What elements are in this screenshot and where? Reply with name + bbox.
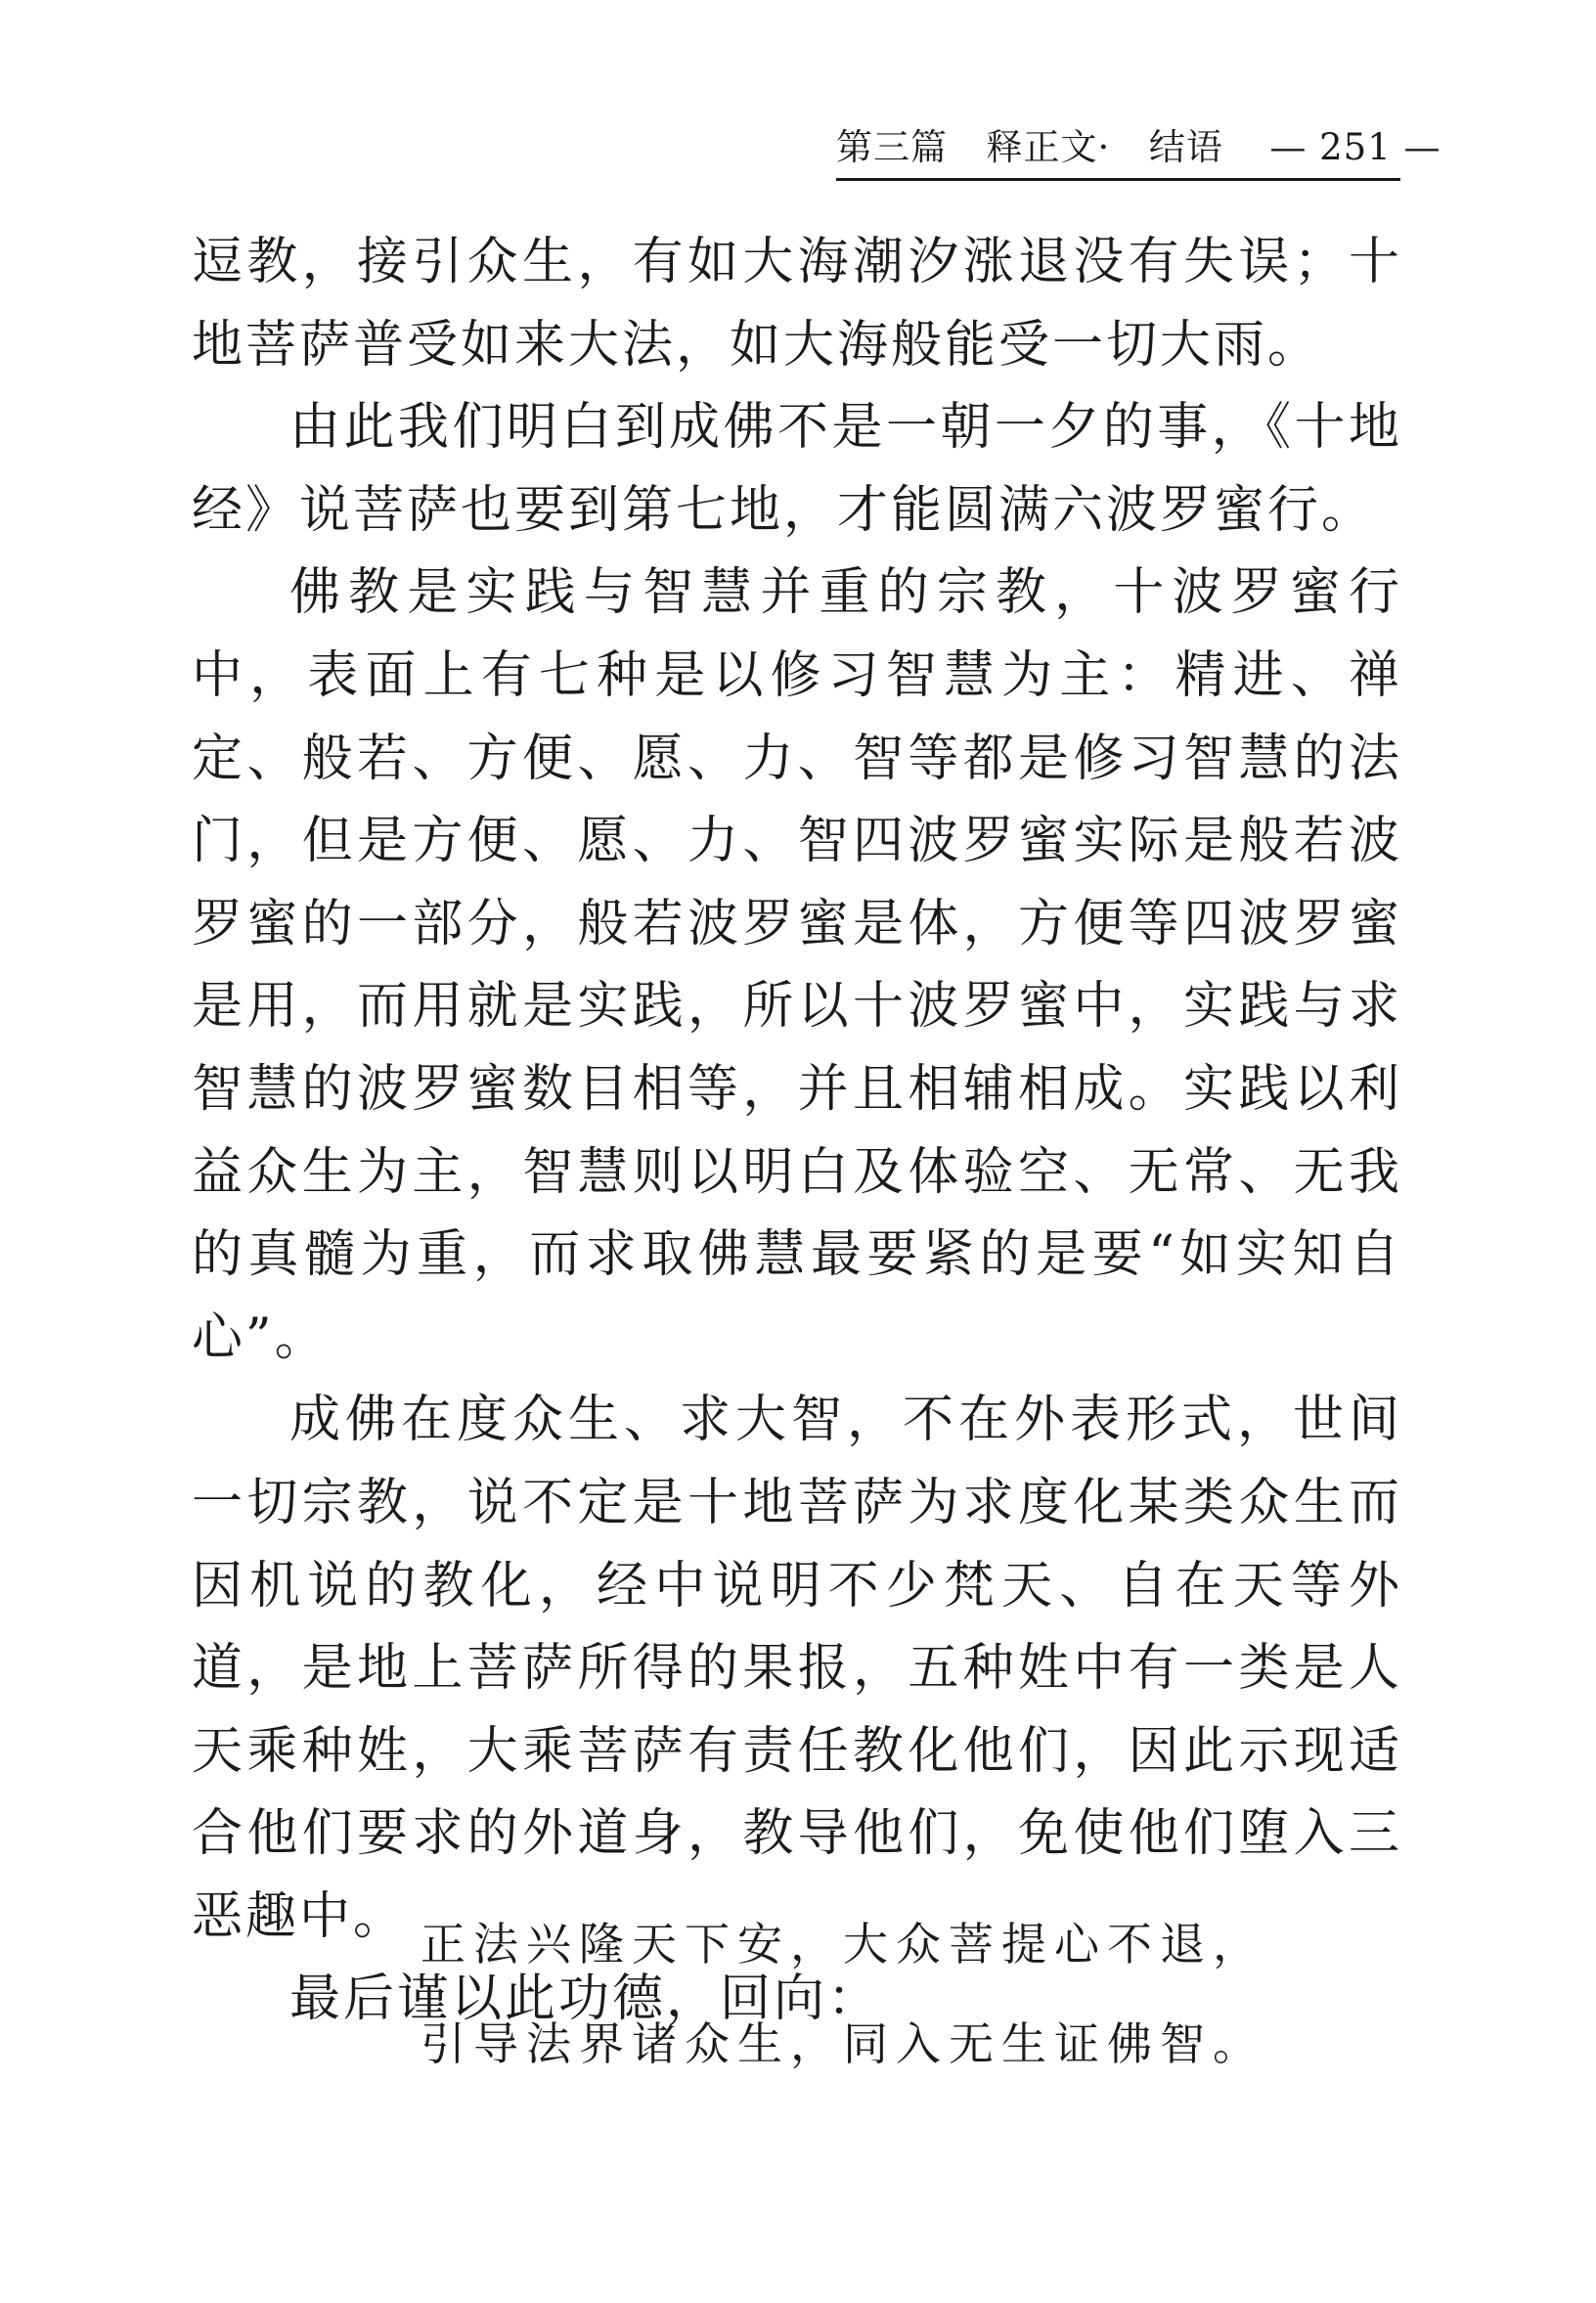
body-text [192, 221, 1402, 2041]
verse-line-2: 引导法界诸众生，同入无生证佛智。 [421, 2017, 1265, 2070]
header-section: 第三篇 [836, 126, 948, 168]
page-number: — 251 — [1269, 126, 1441, 168]
paragraph: 成佛在度众生、求大智，不在外表形式，世间一切宗教，说不定是十地菩萨为求度化某类众生而因机说的教化，经中说明不少梵天、自在天等外道，是地上菩萨所得的果报，五种姓中有一类是人天乘种姓，大乘菩萨有责任教化他们，因此示现适合他们要求的外道身，教导他们，免使他们堕入三恶趣中。 [192, 1391, 1402, 1946]
paragraph-dedication: 最后谨以此功德，回向： [289, 1970, 882, 2029]
paragraph-continued: 逗教，接引众生，有如大海潮汐涨退没有失误；十地菩萨普受如来大法，如大海般能受一切大雨。 [192, 233, 1402, 375]
verse-line-1: 正法兴隆天下安，大众菩提心不退， [421, 1918, 1265, 1971]
header-chapter: 释正文· [986, 126, 1111, 168]
running-header [836, 123, 1441, 172]
header-title: 结语 [1148, 126, 1223, 168]
header-rule [836, 178, 1400, 181]
paragraph: 由此我们明白到成佛不是一朝一夕的事，《十地经》说菩萨也要到第七地，才能圆满六波罗蜜行。 [192, 398, 1402, 540]
paragraph: 佛教是实践与智慧并重的宗教，十波罗蜜行中，表面上有七种是以修习智慧为主：精进、禅定、般若、方便、愿、力、智等都是修习智慧的法门，但是方便、愿、力、智四波罗蜜实际是般若波罗蜜的一部分，般若波罗蜜是体，方便等四波罗蜜是用，而用就是实践，所以十波罗蜜中，实践与求智慧的波罗蜜数目相等，并且相辅相成。实践以利益众生为主，智慧则以明白及体验空、无常、无我的真髓为重，而求取佛慧最要紧的是要“如实知自心”。 [192, 563, 1402, 1367]
